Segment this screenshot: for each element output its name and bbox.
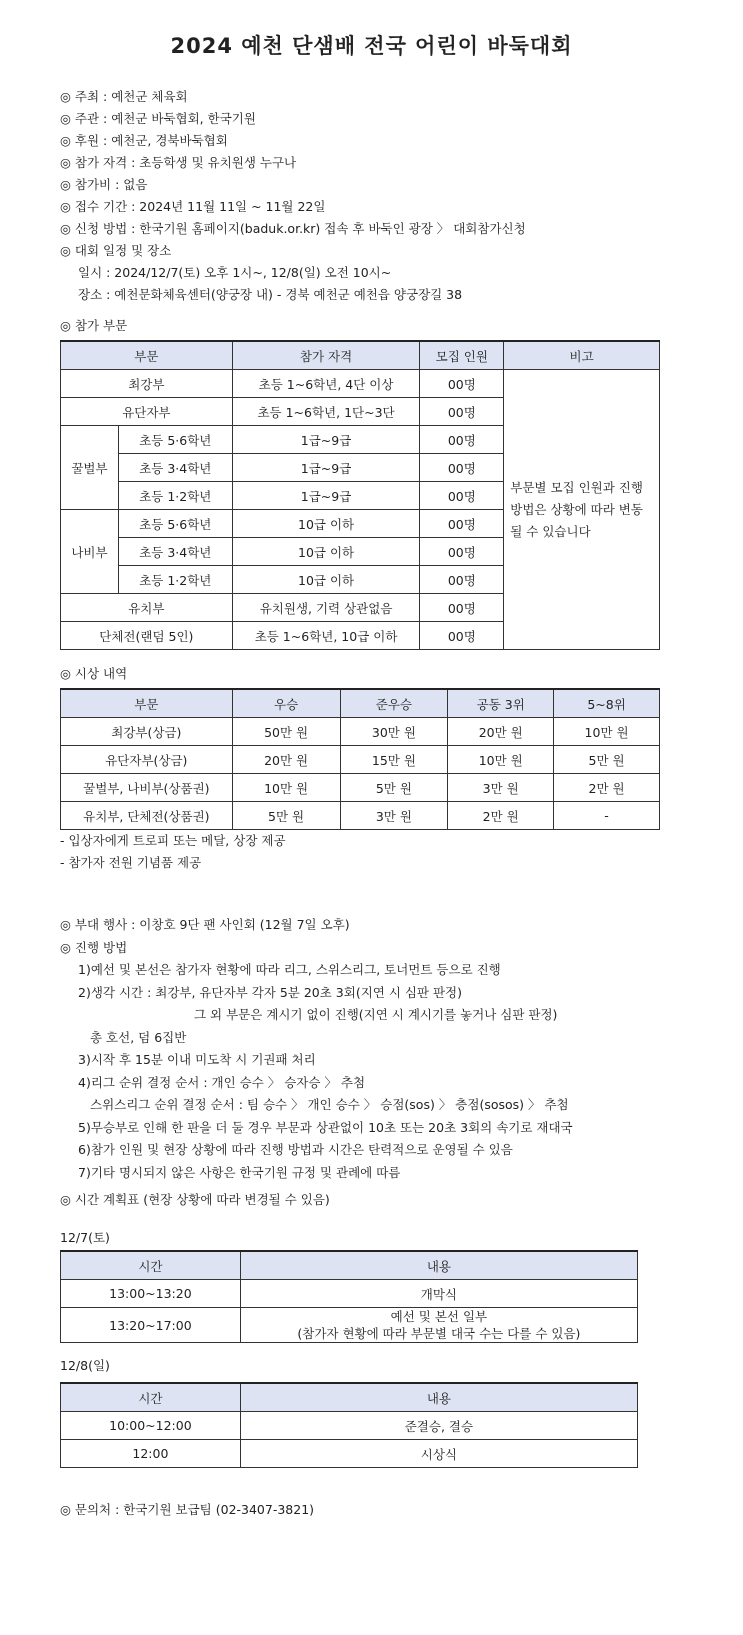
col-runner-up: 준우승 bbox=[340, 689, 448, 718]
col-time: 시간 bbox=[61, 1251, 241, 1280]
division-qualification: 10급 이하 bbox=[232, 538, 420, 566]
side-event: ◎ 부대 행사 : 이창호 9단 팬 사인회 (12월 7일 오후) bbox=[60, 917, 350, 932]
procedure-item: 6)참가 인원 및 현장 상황에 따라 진행 방법과 시간은 탄력적으로 운영될 수 있음 bbox=[78, 1142, 513, 1157]
division-qualification: 1급~9급 bbox=[232, 482, 420, 510]
col-capacity: 모집 인원 bbox=[420, 341, 504, 370]
info-schedule-heading: ◎ 대회 일정 및 장소 bbox=[60, 243, 172, 258]
time-cell: 13:00~13:20 bbox=[61, 1280, 241, 1308]
day1-table bbox=[60, 1250, 638, 1343]
division-name: 유치부 bbox=[61, 594, 233, 622]
division-capacity: 00명 bbox=[420, 538, 504, 566]
awards-note: - 입상자에게 트로피 또는 메달, 상장 제공 bbox=[60, 833, 286, 848]
award-cell: 최강부(상금) bbox=[61, 718, 233, 746]
award-cell: 20만 원 bbox=[232, 746, 340, 774]
procedure-heading: ◎ 진행 방법 bbox=[60, 939, 128, 955]
division-qualification: 초등 1~6학년, 10급 이하 bbox=[232, 622, 420, 650]
division-name: 유단자부 bbox=[61, 398, 233, 426]
division-qualification: 1급~9급 bbox=[232, 454, 420, 482]
info-organizer: ◎ 주관 : 예천군 바둑협회, 한국기원 bbox=[60, 111, 256, 126]
division-name: 초등 1·2학년 bbox=[118, 566, 232, 594]
award-cell: 5만 원 bbox=[340, 774, 448, 802]
content-cell bbox=[240, 1308, 637, 1343]
table-row bbox=[61, 370, 660, 398]
division-qualification: 초등 1~6학년, 1단~3단 bbox=[232, 398, 420, 426]
contact: ◎ 문의처 : 한국기원 보급팀 (02-3407-3821) bbox=[60, 1502, 315, 1517]
awards-table bbox=[60, 688, 660, 830]
awards-heading: ◎ 시상 내역 bbox=[60, 666, 128, 681]
schedule-date: 일시 : 2024/12/7(토) 오후 1시~, 12/8(일) 오전 10시~ bbox=[78, 265, 392, 280]
schedule-venue: 장소 : 예천문화체육센터(양궁장 내) - 경북 예천군 예천읍 양궁장길 38 bbox=[78, 287, 463, 302]
division-capacity: 00명 bbox=[420, 566, 504, 594]
table-row bbox=[61, 774, 660, 802]
award-cell: 꿀벌부, 나비부(상품권) bbox=[61, 774, 233, 802]
division-qualification: 1급~9급 bbox=[232, 426, 420, 454]
table-row bbox=[61, 1308, 638, 1343]
table-row bbox=[61, 1280, 638, 1308]
col-content: 내용 bbox=[240, 1383, 637, 1412]
col-fifth-to-eighth: 5~8위 bbox=[554, 689, 660, 718]
day2-table bbox=[60, 1382, 638, 1468]
col-remarks: 비고 bbox=[504, 341, 660, 370]
info-eligibility: ◎ 참가 자격 : 초등학생 및 유치원생 누구나 bbox=[60, 155, 297, 170]
table-row bbox=[61, 746, 660, 774]
col-division: 부문 bbox=[61, 341, 233, 370]
day2-label: 12/8(일) bbox=[60, 1358, 110, 1373]
award-cell: - bbox=[554, 802, 660, 830]
award-cell: 5만 원 bbox=[554, 746, 660, 774]
division-capacity: 00명 bbox=[420, 622, 504, 650]
content-cell: 준결승, 결승 bbox=[240, 1412, 637, 1440]
procedure-item: 7)기타 명시되지 않은 사항은 한국기원 규정 및 관례에 따름 bbox=[78, 1164, 401, 1180]
division-name: 단체전(랜덤 5인) bbox=[61, 622, 233, 650]
col-content: 내용 bbox=[240, 1251, 637, 1280]
division-capacity: 00명 bbox=[420, 454, 504, 482]
award-cell: 유치부, 단체전(상품권) bbox=[61, 802, 233, 830]
award-cell: 20만 원 bbox=[448, 718, 554, 746]
award-cell: 50만 원 bbox=[232, 718, 340, 746]
table-row bbox=[61, 1412, 638, 1440]
award-cell: 유단자부(상금) bbox=[61, 746, 233, 774]
divisions-heading: ◎ 참가 부문 bbox=[60, 318, 128, 333]
procedure-item: 3)시작 후 15분 이내 미도착 시 기권패 처리 bbox=[78, 1052, 316, 1067]
timetable-heading: ◎ 시간 계획표 (현장 상황에 따라 변경될 수 있음) bbox=[60, 1192, 330, 1207]
award-cell: 10만 원 bbox=[232, 774, 340, 802]
content-cell: 시상식 bbox=[240, 1440, 637, 1468]
award-cell: 30만 원 bbox=[340, 718, 448, 746]
division-name: 최강부 bbox=[61, 370, 233, 398]
col-time: 시간 bbox=[61, 1383, 241, 1412]
procedure-item: 그 외 부문은 계시기 없이 진행(지연 시 계시기를 놓거나 심판 판정) bbox=[194, 1007, 558, 1022]
content-line: (참가자 현황에 따라 부문별 대국 수는 다를 수 있음) bbox=[297, 1326, 581, 1341]
award-cell: 5만 원 bbox=[232, 802, 340, 830]
award-cell: 3만 원 bbox=[340, 802, 448, 830]
procedure-item: 5)무승부로 인해 한 판을 더 둘 경우 부문과 상관없이 10초 또는 20초 3회의 속기로 재대국 bbox=[78, 1119, 573, 1135]
division-name: 초등 5·6학년 bbox=[118, 510, 232, 538]
award-cell: 15만 원 bbox=[340, 746, 448, 774]
day1-label: 12/7(토) bbox=[60, 1230, 110, 1245]
division-qualification: 10급 이하 bbox=[232, 510, 420, 538]
content-cell: 개막식 bbox=[240, 1280, 637, 1308]
division-remarks: 부문별 모집 인원과 진행 방법은 상황에 따라 변동될 수 있습니다 bbox=[504, 370, 660, 650]
procedure bbox=[60, 914, 573, 1184]
division-qualification: 유치원생, 기력 상관없음 bbox=[232, 594, 420, 622]
procedure-item: 총 호선, 덤 6집반 bbox=[90, 1029, 187, 1045]
time-cell: 12:00 bbox=[61, 1440, 241, 1468]
division-capacity: 00명 bbox=[420, 510, 504, 538]
col-third: 공동 3위 bbox=[448, 689, 554, 718]
info-sponsor: ◎ 후원 : 예천군, 경북바둑협회 bbox=[60, 133, 228, 148]
award-cell: 2만 원 bbox=[554, 774, 660, 802]
division-name: 초등 1·2학년 bbox=[118, 482, 232, 510]
table-row bbox=[61, 718, 660, 746]
division-capacity: 00명 bbox=[420, 370, 504, 398]
info-host: ◎ 주최 : 예천군 체육회 bbox=[60, 89, 188, 104]
award-cell: 10만 원 bbox=[448, 746, 554, 774]
division-qualification: 10급 이하 bbox=[232, 566, 420, 594]
award-cell: 2만 원 bbox=[448, 802, 554, 830]
procedure-item: 1)예선 및 본선은 참가자 현황에 따라 리그, 스위스리그, 토너먼트 등으로 진행 bbox=[78, 962, 501, 977]
col-division: 부문 bbox=[61, 689, 233, 718]
procedure-item: 스위스리그 순위 결정 순서 : 팀 승수 〉 개인 승수 〉 승점(sos) 〉 층점(sosos) 〉 추첨 bbox=[90, 1097, 569, 1112]
time-cell: 10:00~12:00 bbox=[61, 1412, 241, 1440]
division-capacity: 00명 bbox=[420, 398, 504, 426]
table-row bbox=[61, 802, 660, 830]
division-capacity: 00명 bbox=[420, 594, 504, 622]
divisions-table bbox=[60, 340, 660, 650]
content-line: 예선 및 본선 일부 bbox=[390, 1309, 488, 1324]
info-fee: ◎ 참가비 : 없음 bbox=[60, 177, 148, 192]
table-row bbox=[61, 1440, 638, 1468]
division-qualification: 초등 1~6학년, 4단 이상 bbox=[232, 370, 420, 398]
division-capacity: 00명 bbox=[420, 426, 504, 454]
page-title: 2024 예천 단샘배 전국 어린이 바둑대회 bbox=[170, 34, 573, 58]
procedure-item: 2)생각 시간 : 최강부, 유단자부 각자 5분 20초 3회(지연 시 심판 판정) bbox=[78, 984, 463, 1000]
division-name: 초등 3·4학년 bbox=[118, 538, 232, 566]
group-bee: 꿀벌부 bbox=[61, 426, 119, 510]
col-winner: 우승 bbox=[232, 689, 340, 718]
event-info bbox=[60, 86, 526, 306]
awards-notes bbox=[60, 830, 286, 874]
awards-note: - 참가자 전원 기념품 제공 bbox=[60, 855, 202, 870]
procedure-item: 4)리그 순위 결정 순서 : 개인 승수 〉 승자승 〉 추첨 bbox=[78, 1074, 366, 1090]
info-application-method: ◎ 신청 방법 : 한국기원 홈페이지(baduk.or.kr) 접속 후 바둑인 광장 〉 대회참가신청 bbox=[60, 221, 526, 236]
col-qualification: 참가 자격 bbox=[232, 341, 420, 370]
division-name: 초등 5·6학년 bbox=[118, 426, 232, 454]
group-butterfly: 나비부 bbox=[61, 510, 119, 594]
award-cell: 10만 원 bbox=[554, 718, 660, 746]
award-cell: 3만 원 bbox=[448, 774, 554, 802]
info-registration-period: ◎ 접수 기간 : 2024년 11월 11일 ~ 11월 22일 bbox=[60, 199, 326, 214]
time-cell: 13:20~17:00 bbox=[61, 1308, 241, 1343]
division-capacity: 00명 bbox=[420, 482, 504, 510]
division-name: 초등 3·4학년 bbox=[118, 454, 232, 482]
